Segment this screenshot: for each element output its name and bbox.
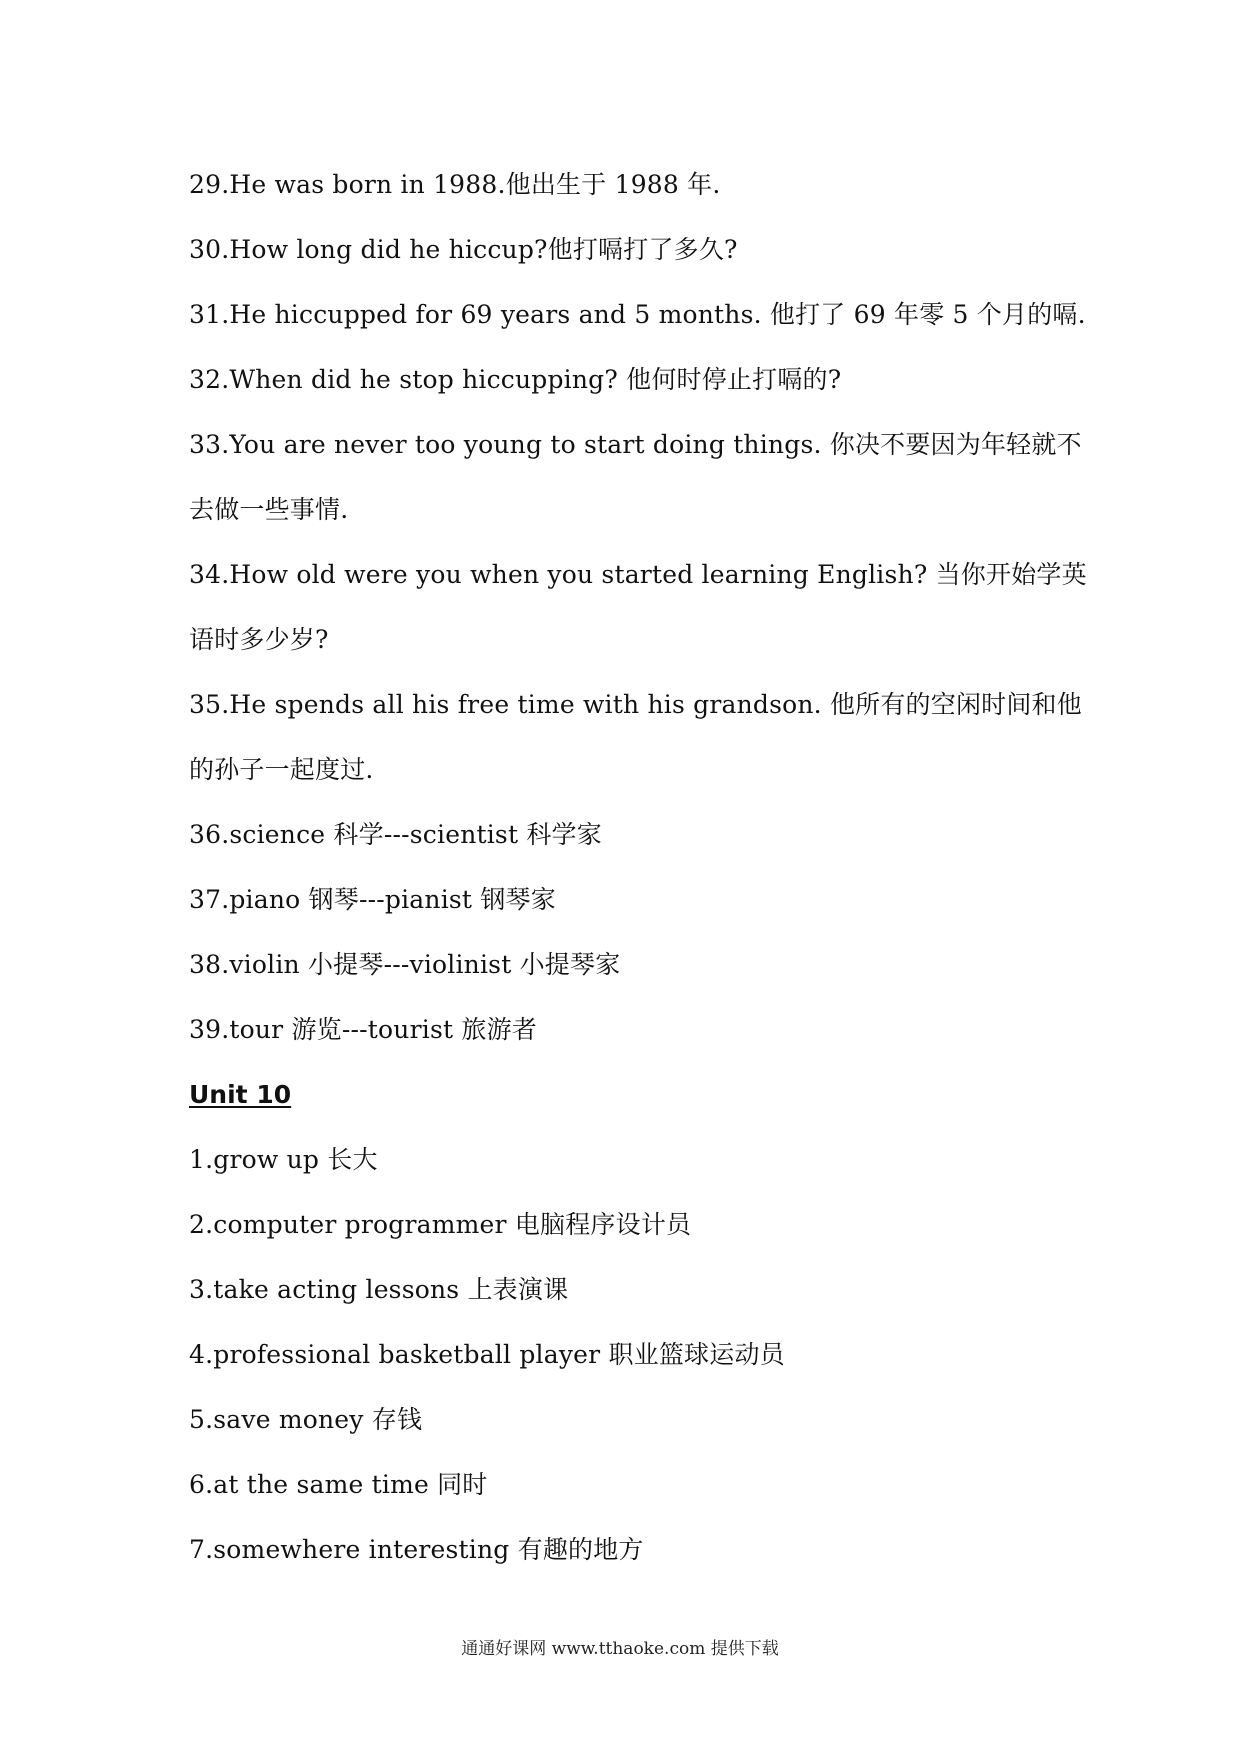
text-line: 5.save money 存钱 xyxy=(189,1405,423,1434)
text-line: 去做一些事情. xyxy=(189,495,349,524)
text-line: 31.He hiccupped for 69 years and 5 months. 他打了 69 年零 5 个月的嗝. xyxy=(189,300,1086,329)
text-line: 36.science 科学---scientist 科学家 xyxy=(189,820,602,849)
text-line: 37.piano 钢琴---pianist 钢琴家 xyxy=(189,885,556,914)
text-line: 32.When did he stop hiccupping? 他何时停止打嗝的? xyxy=(189,365,842,394)
text-line: 29.He was born in 1988.他出生于 1988 年. xyxy=(189,170,721,199)
text-line: 2.computer programmer 电脑程序设计员 xyxy=(189,1210,692,1239)
text-line: 34.How old were you when you started learning English? 当你开始学英 xyxy=(189,560,1087,589)
text-line: 3.take acting lessons 上表演课 xyxy=(189,1275,569,1304)
text-line: 的孙子一起度过. xyxy=(189,755,374,784)
text-line: 7.somewhere interesting 有趣的地方 xyxy=(189,1535,644,1564)
text-line: 语时多少岁? xyxy=(189,625,329,654)
text-line: 4.professional basketball player 职业篮球运动员 xyxy=(189,1340,785,1369)
text-line: 35.He spends all his free time with his grandson. 他所有的空闲时间和他 xyxy=(189,690,1082,719)
text-line: 1.grow up 长大 xyxy=(189,1145,378,1174)
text-line: 33.You are never too young to start doing things. 你决不要因为年轻就不 xyxy=(189,430,1082,459)
page-footer: 通通好课网 www.tthaoke.com 提供下载 xyxy=(461,1639,779,1659)
text-line: 38.violin 小提琴---violinist 小提琴家 xyxy=(189,950,621,979)
text-line: 39.tour 游览---tourist 旅游者 xyxy=(189,1015,537,1044)
text-line: 30.How long did he hiccup?他打嗝打了多久? xyxy=(189,235,738,264)
unit-heading: Unit 10 xyxy=(189,1080,292,1109)
text-line: 6.at the same time 同时 xyxy=(189,1470,488,1499)
